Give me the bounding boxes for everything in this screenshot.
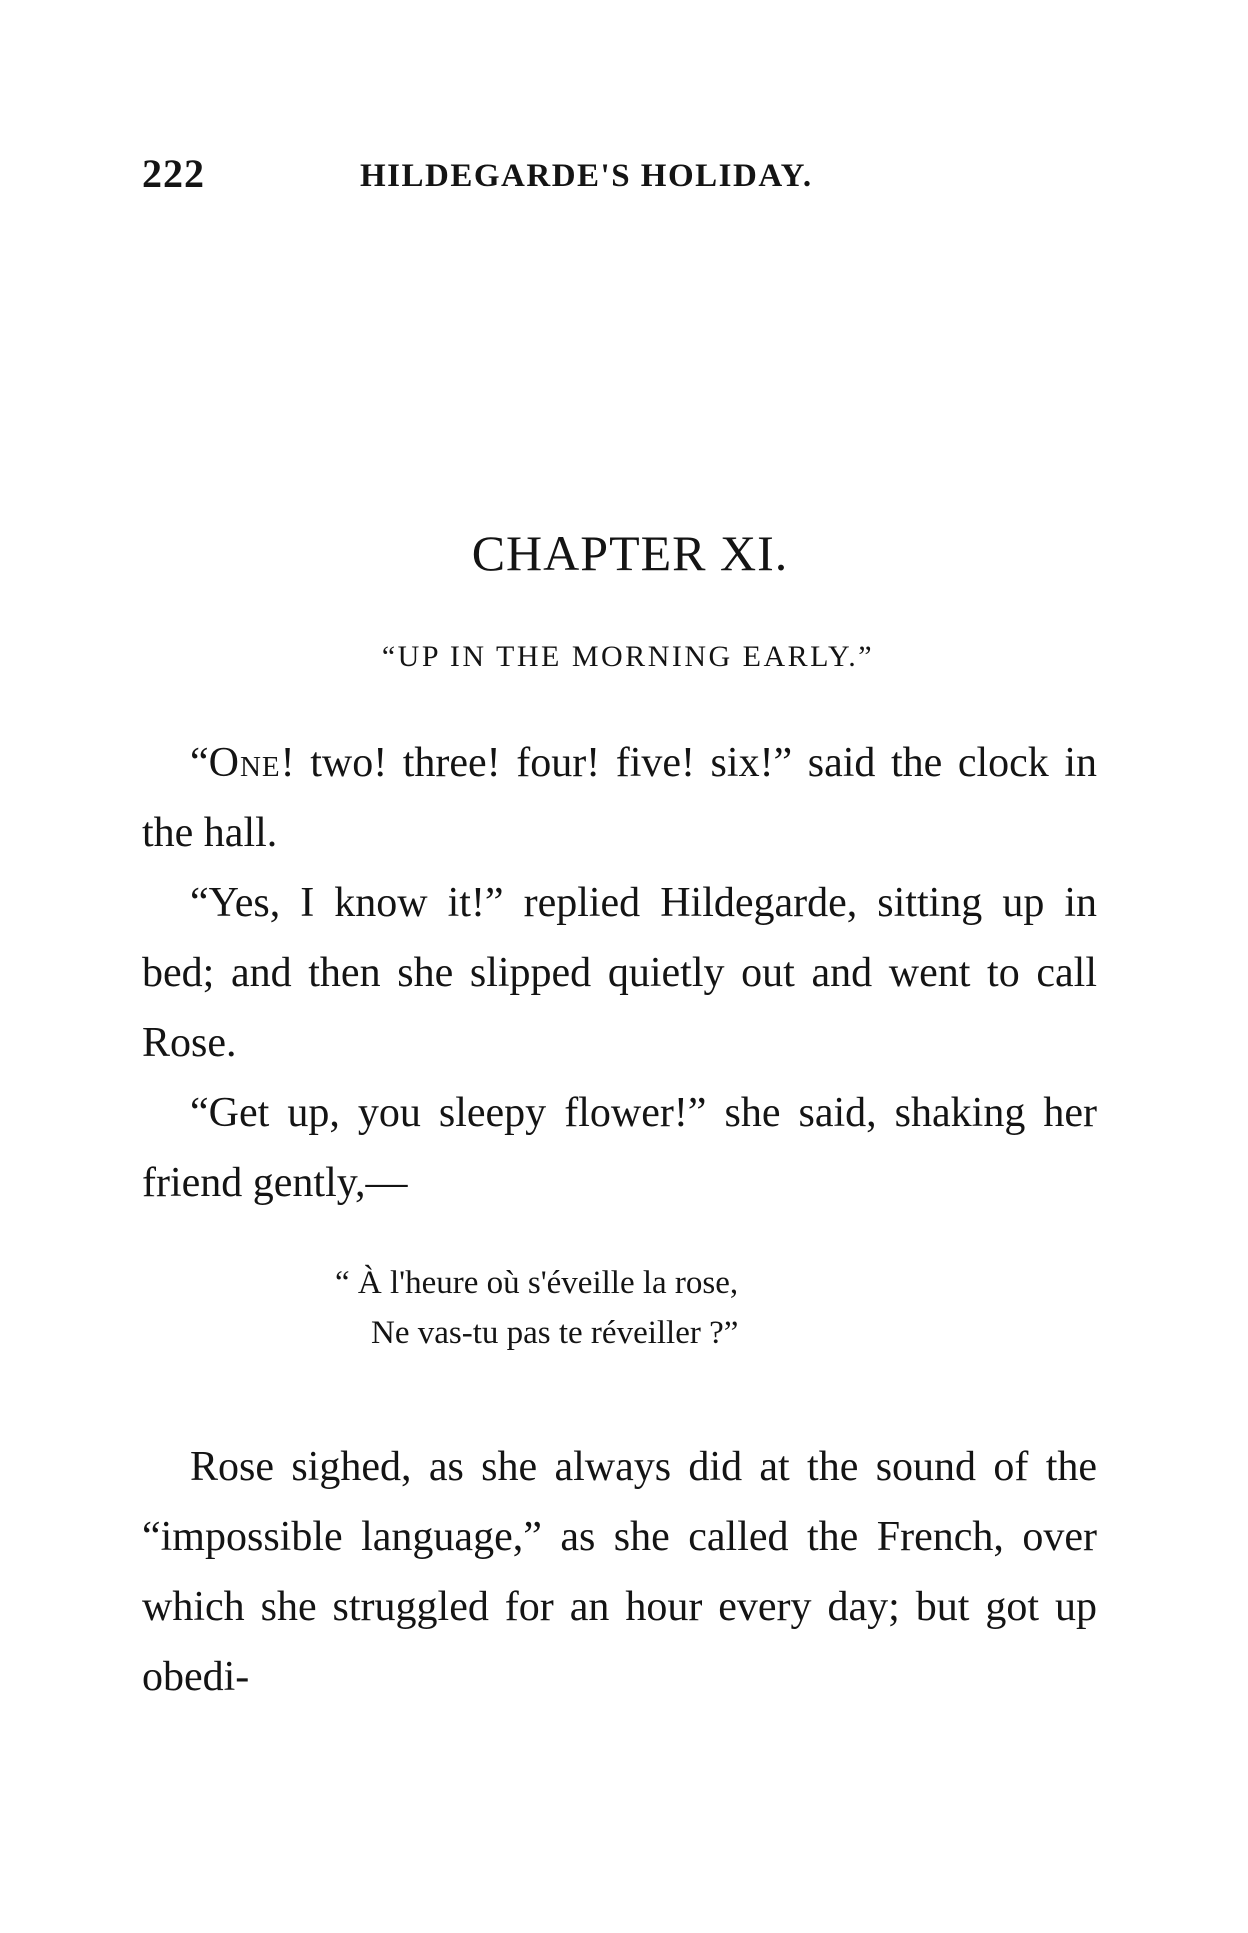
running-head [142, 150, 902, 200]
paragraph-text: “Get up, you sleepy flower!” she said, shaking her friend gently,— [142, 1090, 1097, 1206]
paragraph [142, 1078, 1097, 1218]
verse-line: Ne vas-tu pas te réveiller ?” [371, 1315, 739, 1351]
verse-quotation [335, 1258, 738, 1358]
paragraph [142, 868, 1097, 1078]
paragraph: Rose sighed, as she always did at the sound of the “impossible language,” as she called the French, over which she struggled for an hour every day; but got up obedi- [142, 1444, 1097, 1700]
paragraph [142, 728, 1097, 868]
chapter-subtitle: “UP IN THE MORNING EARLY.” [381, 640, 875, 673]
paragraph-text: ! two! three! four! five! six!” said the clock in the hall. [142, 740, 1097, 856]
running-title: HILDEGARDE'S HOLIDAY. [360, 158, 813, 194]
opening-quote: “ [190, 740, 209, 786]
body-text-block [142, 728, 1097, 1218]
body-text-block [142, 1432, 1097, 1712]
small-caps-word: One [208, 740, 281, 786]
verse-line: “ À l'heure où s'éveille la rose, [335, 1265, 739, 1301]
page-number: 222 [142, 151, 205, 196]
paragraph-text: “Yes, I know it!” replied Hildegarde, sitting up in bed; and then she slipped quietly out and went to call Rose. [142, 880, 1097, 1066]
chapter-heading: CHAPTER XI. [471, 525, 789, 581]
